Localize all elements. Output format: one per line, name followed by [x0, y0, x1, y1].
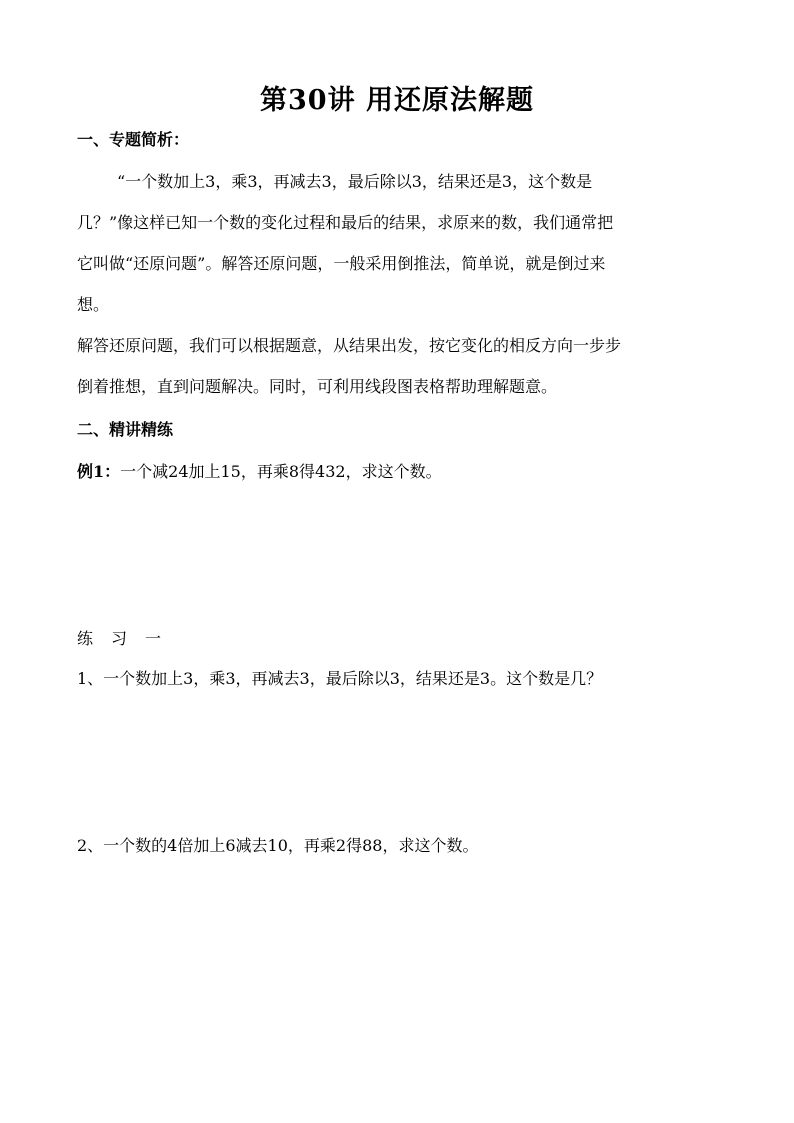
example-1: [77, 460, 722, 484]
intro-line-2: 几？”像这样已知一个数的变化过程和最后的结果，求原来的数，我们通常把: [77, 213, 614, 232]
section-heading-practice: 二、精讲精练: [77, 420, 174, 439]
page-title: 第30讲 用还原法解题: [260, 85, 534, 116]
practice-item-2: 2、一个数的4倍加上6减去10，再乘2得88，求这个数。: [77, 836, 479, 855]
method-line-2: 倒着推想，直到问题解决。同时，可利用线段图表格帮助理解题意。: [77, 377, 558, 396]
example-1-text: 一个减24加上15，再乘8得432，求这个数。: [120, 462, 442, 481]
intro-line-3: 它叫做“还原问题”。解答还原问题，一般采用倒推法，简单说，就是倒过来: [77, 254, 606, 273]
method-line-1: 解答还原问题，我们可以根据题意，从结果出发，按它变化的相反方向一步步: [77, 336, 622, 355]
practice-heading: 练习一: [77, 629, 180, 648]
intro-line-4: 想。: [77, 295, 110, 314]
example-1-label: 例1：: [77, 462, 121, 481]
section-heading-analysis: 一、专题简析：: [77, 130, 190, 149]
practice-item-1: 1、一个数加上3，乘3，再减去3，最后除以3，结果还是3。这个数是几？: [77, 669, 603, 688]
intro-line-1: “一个数加上3，乘3，再减去3，最后除以3，结果还是3，这个数是: [117, 172, 593, 191]
